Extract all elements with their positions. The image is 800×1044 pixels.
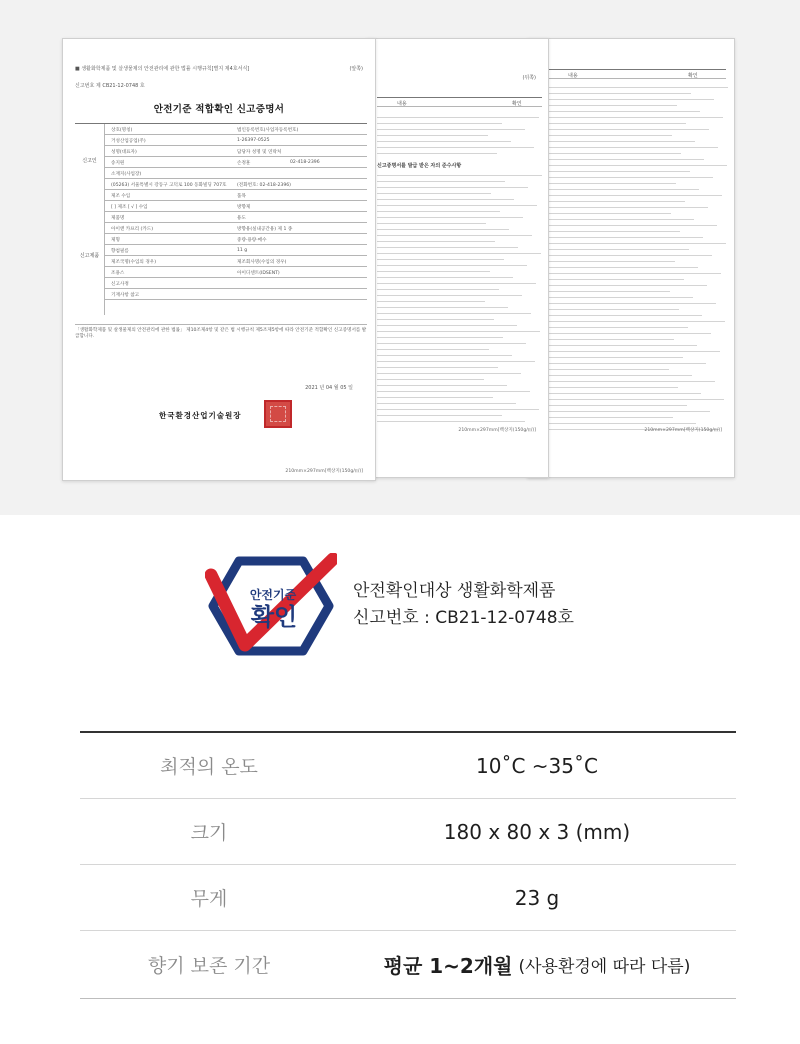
print-line [538, 321, 725, 322]
print-line [538, 411, 710, 412]
certificate-title: 안전기준 적합확인 신고증명서 [153, 104, 285, 115]
print-line [538, 261, 675, 262]
form-cell: 품목 [237, 194, 246, 199]
issuer-name: 한국환경산업기술원장 [159, 411, 242, 420]
form-row [75, 245, 367, 256]
logo-top-text: 안전기준 [249, 588, 297, 602]
certificate-paper-size: 210mm×297mm[백상지(150g/㎡)] [285, 469, 363, 474]
print-line [377, 421, 525, 422]
form-cell: (05263) 서울특별시 강동구 고덕로 100 동화빌딩 707호 [111, 183, 227, 188]
print-line [538, 381, 715, 382]
print-line [538, 111, 700, 112]
print-line [538, 285, 707, 286]
print-line [377, 361, 535, 362]
print-line [538, 207, 708, 208]
print-line [538, 327, 688, 328]
spec-label: 크기 [190, 822, 228, 844]
form-cell: 담당자 성명 및 연락처 [237, 150, 282, 155]
form-cell: 제품명 [111, 216, 125, 221]
form-cell: 상호(명칭) [111, 128, 133, 133]
notice2-col-check: 확인 [688, 73, 698, 79]
form-cell: 방향용(실내공간용) 제 1 종 [237, 227, 293, 232]
spec-label: 최적의 온도 [160, 756, 258, 778]
form-row [75, 256, 367, 267]
print-line [377, 129, 525, 130]
print-line [377, 211, 500, 212]
print-line [538, 219, 694, 220]
print-line [538, 237, 703, 238]
notice-paper-size: 210mm×297mm[백상지(150g/㎡)] [458, 428, 536, 433]
print-line [538, 357, 683, 358]
print-line [538, 99, 714, 100]
print-line [538, 267, 698, 268]
print-line [538, 165, 727, 166]
notice-heading: 신고증명서를 발급 받은 자의 준수사항 [377, 163, 462, 169]
certification-line-2: 신고번호 : CB21-12-0748호 [353, 608, 574, 628]
print-line [538, 333, 711, 334]
spec-value: 180 x 80 x 3 (mm) [443, 819, 631, 844]
form-row [75, 168, 367, 179]
spec-label: 무게 [190, 888, 228, 910]
print-line [538, 201, 685, 202]
print-line [377, 187, 528, 188]
print-line [377, 235, 532, 236]
print-line [377, 403, 516, 404]
print-line [538, 369, 669, 370]
form-cell: 용도 [237, 216, 246, 221]
print-line [538, 363, 706, 364]
spec-table [80, 731, 736, 999]
notice2-col-content: 내용 [568, 73, 578, 79]
notice-table-header [377, 97, 542, 107]
certificate-page-3 [527, 38, 735, 478]
form-cell: 조용스 [111, 271, 125, 276]
official-seal [264, 400, 292, 428]
print-line [377, 409, 539, 410]
print-line [377, 307, 508, 308]
receipt-number: 신고번호 제 CB21-12-0748 호 [75, 83, 145, 89]
print-line [538, 249, 689, 250]
print-line [538, 195, 722, 196]
form-cell: 기재사항 참고 [111, 293, 140, 298]
print-line [377, 181, 505, 182]
print-line [538, 417, 673, 418]
print-line [377, 313, 531, 314]
notice-col-content: 내용 [397, 101, 407, 107]
print-line [377, 199, 514, 200]
certificate-page-1 [62, 38, 376, 481]
form-row [75, 223, 367, 234]
print-line [538, 339, 674, 340]
print-line [377, 175, 542, 176]
print-line [538, 141, 695, 142]
form-cell: 아이디센트(IDSENT) [237, 271, 280, 276]
print-line [377, 391, 530, 392]
print-line [538, 297, 693, 298]
print-line [377, 259, 504, 260]
print-line [538, 147, 718, 148]
form-row [75, 157, 367, 168]
spec-label: 향기 보존 기간 [147, 955, 271, 977]
form-row [75, 289, 367, 300]
form-cell: 02-418-2396 [290, 160, 320, 165]
spec-value: 10˚C ~35˚C [476, 753, 598, 778]
form-cell: 방향제 [237, 205, 251, 210]
print-line [538, 255, 712, 256]
print-line [377, 355, 512, 356]
form-row [75, 190, 367, 201]
print-line [377, 193, 491, 194]
print-line [538, 279, 684, 280]
logo-main-text: 확인 [250, 603, 298, 631]
print-line [377, 223, 486, 224]
print-line [538, 177, 713, 178]
form-cell: 성명(대표자) [111, 150, 137, 155]
law-tag: ■ 생활화학제품 및 살생물제의 안전관리에 관한 법률 시행규칙[별지 제4호서식] [75, 66, 250, 72]
safety-check-logo [205, 553, 337, 659]
form-cell: 소재지(사업장) [111, 172, 142, 177]
form-cell: 제조회사명(수입의 경우) [237, 260, 287, 265]
print-line [377, 135, 488, 136]
print-line [377, 277, 513, 278]
spec-value [338, 931, 736, 998]
print-line [377, 301, 485, 302]
form-cell: 11 g [237, 248, 248, 253]
print-line [538, 243, 726, 244]
form-cell: 제조국명(수입의 경우) [111, 260, 156, 265]
print-line [377, 247, 518, 248]
form-row [75, 201, 367, 212]
print-line [377, 205, 537, 206]
section-label-product: 신고제품 [75, 196, 105, 315]
print-line [538, 225, 717, 226]
form-row [75, 267, 367, 278]
print-line [538, 159, 704, 160]
print-line [538, 153, 681, 154]
form-cell: 송지원 [111, 161, 125, 166]
certificate-date: 2021 년 04 월 05 일 [305, 385, 353, 391]
print-line [377, 123, 502, 124]
notice2-paper-size: 210mm×297mm[백상지(150g/㎡)] [644, 428, 722, 433]
form-cell: 1-26397-0525 [237, 138, 270, 143]
spec-row-duration [80, 931, 736, 998]
spec-value-main: 평균 1~2개월 [383, 954, 513, 978]
print-line [538, 315, 702, 316]
print-line [377, 295, 522, 296]
print-line [377, 349, 489, 350]
form-row [75, 212, 367, 223]
print-line [538, 123, 686, 124]
print-line [377, 147, 534, 148]
print-line [538, 387, 678, 388]
form-cell: 신고사정 [111, 282, 129, 287]
print-line [538, 399, 724, 400]
print-line [538, 105, 677, 106]
certification-section [205, 553, 605, 663]
print-line [377, 289, 499, 290]
print-line [377, 397, 493, 398]
print-line [377, 217, 523, 218]
print-line [377, 265, 527, 266]
form-row [75, 135, 367, 146]
print-line [538, 213, 671, 214]
form-row [75, 278, 367, 289]
print-line [538, 423, 696, 424]
notice-page-tag: (뒤쪽) [522, 75, 536, 81]
notice-col-check: 확인 [512, 101, 522, 107]
print-line [538, 189, 699, 190]
print-line [538, 345, 697, 346]
print-line [377, 117, 539, 118]
print-line [538, 303, 716, 304]
form-cell: 아이앤 카프리 (카드) [111, 227, 154, 232]
print-line [538, 273, 721, 274]
form-cell: 제조 수입 [111, 194, 131, 199]
print-line [377, 331, 540, 332]
certificate-form-grid [75, 123, 367, 300]
print-line [377, 319, 494, 320]
form-cell: [ ] 제조 [ √ ] 수입 [111, 205, 148, 210]
spec-value: 23 g [514, 885, 560, 910]
certificate-note: 「생활화학제품 및 살생물제의 안전관리에 관한 법률」 제10조제4항 및 같은 법 시행규칙 제5조제5항에 따라 안전기준 적합확인 신고증명서를 발급합니다. [75, 324, 367, 340]
document-image-panel [0, 0, 800, 515]
form-row [75, 146, 367, 157]
print-line [538, 351, 720, 352]
certification-text [353, 578, 574, 632]
print-line [538, 375, 692, 376]
print-line [538, 135, 672, 136]
print-line [538, 117, 723, 118]
print-line [377, 415, 502, 416]
form-cell: (전화번호: 02-418-2396) [237, 183, 291, 188]
print-line [377, 337, 503, 338]
print-line [538, 393, 701, 394]
form-row [75, 124, 367, 135]
print-line [538, 231, 680, 232]
print-line [377, 271, 490, 272]
print-line [377, 367, 498, 368]
print-line [377, 343, 526, 344]
section-label-applicant: 신고인 [75, 124, 105, 196]
spec-value-sub: (사용환경에 따라 다름) [518, 957, 691, 977]
print-line [377, 141, 511, 142]
print-line [377, 241, 495, 242]
print-line [538, 171, 690, 172]
certification-line-1: 안전확인대상 생활화학제품 [353, 581, 556, 601]
form-cell: 중량·용량·매수 [237, 238, 267, 243]
print-line [377, 153, 497, 154]
print-line [377, 253, 541, 254]
certificate-page-2 [366, 38, 549, 478]
notice2-table-header [538, 69, 726, 79]
form-cell: 거성산업공업(주) [111, 139, 146, 144]
form-cell: 법인등록번호(사업자등록번호) [237, 128, 299, 133]
form-cell: 향첨필름 [111, 249, 129, 254]
form-cell: 손정훈 [237, 161, 251, 166]
print-line [377, 385, 507, 386]
print-line [377, 379, 484, 380]
form-row [75, 234, 367, 245]
print-line [377, 229, 509, 230]
print-line [538, 309, 679, 310]
print-line [377, 283, 536, 284]
spec-row-temperature [80, 733, 736, 799]
form-row [75, 179, 367, 190]
print-line [377, 325, 517, 326]
print-line [377, 373, 521, 374]
form-cell: 제형 [111, 238, 120, 243]
spec-row-weight [80, 865, 736, 931]
print-line [538, 87, 728, 88]
print-line [538, 291, 670, 292]
print-line [538, 129, 709, 130]
print-line [538, 93, 691, 94]
print-line [538, 183, 676, 184]
spec-row-size [80, 799, 736, 865]
print-line [538, 405, 687, 406]
form-tag: (앞쪽) [349, 66, 363, 72]
